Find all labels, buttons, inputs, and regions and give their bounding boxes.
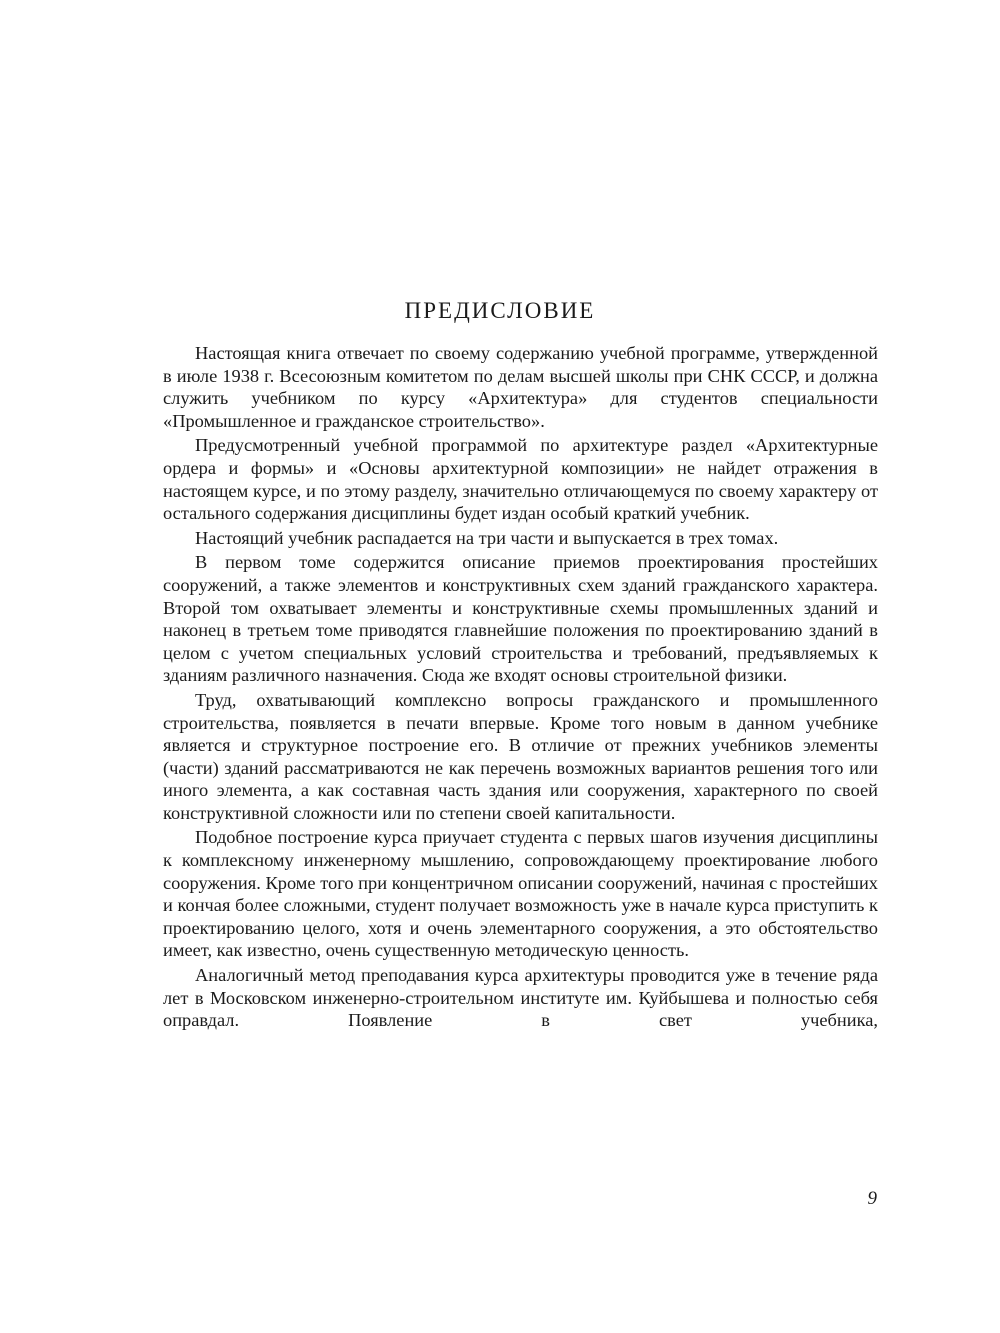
paragraph-6: Подобное построение курса приучает студента с первых шагов изучения дисциплины к комплексному инженерному мышлению, сопровождающему проектирование любого сооружения. Кроме того при концентричном описании сооружений, начиная с простейших и кончая более сложными, студент получает возможность уже в начале курса приступить к проектированию целого, хотя и очень элементарного сооружения, а это обстоятельство имеет, как известно, очень существенную методическую ценность. [163,827,878,961]
paragraph-5: Труд, охватывающий комплексно вопросы гражданского и промышленного строительства, появляется в печати впервые. Кроме того новым в данном учебнике является и структурное построение его. В отличие от прежних учебников элементы (части) зданий рассматриваются не как перечень возможных вариантов решения того или иного элемента, а как составная часть здания или сооружения, характерного по своей конструктивной сложности или по степени своей капитальности. [163,689,878,823]
page-number: 9 [867,1188,877,1209]
preface-body [163,342,878,1032]
paragraph-2: Предусмотренный учебной программой по архитектуре раздел «Архитектурные ордера и формы» и «Основы архитектурной композиции» не найдет отражения в настоящем курсе, и по этому разделу, значительно отличающемуся по своему характеру от остального содержания дисциплины будет издан особый краткий учебник. [163,435,878,524]
paragraph-7: Аналогичный метод преподавания курса архитектуры проводится уже в течение ряда лет в Московском инженерно-строительном институте им. Куйбышева и полностью себя оправдал. Появление в свет учебника, [163,965,878,1031]
paragraph-1: Настоящая книга отвечает по своему содержанию учебной программе, утвержденной в июле 1938 г. Всесоюзным комитетом по делам высшей школы при СНК СССР, и должна служить учебником по курсу «Архитектура» для студентов специальности «Промышленное и гражданское строительство». [163,343,878,431]
paragraph-4: В первом томе содержится описание приемов проектирования простейших сооружений, а также элементов и конструктивных схем зданий гражданского характера. Второй том охватывает элементы и конструктивные схемы промышленных зданий и наконец в третьем томе приводятся главнейшие положения по проектированию зданий в целом с учетом специальных условий строительства и требований, предъявляемых к зданиям различного назначения. Сюда же входят основы строительной физики. [163,552,878,686]
page-title: ПРЕДИСЛОВИЕ [404,298,596,323]
paragraph-3: Настоящий учебник распадается на три части и выпускается в трех томах. [195,527,779,548]
